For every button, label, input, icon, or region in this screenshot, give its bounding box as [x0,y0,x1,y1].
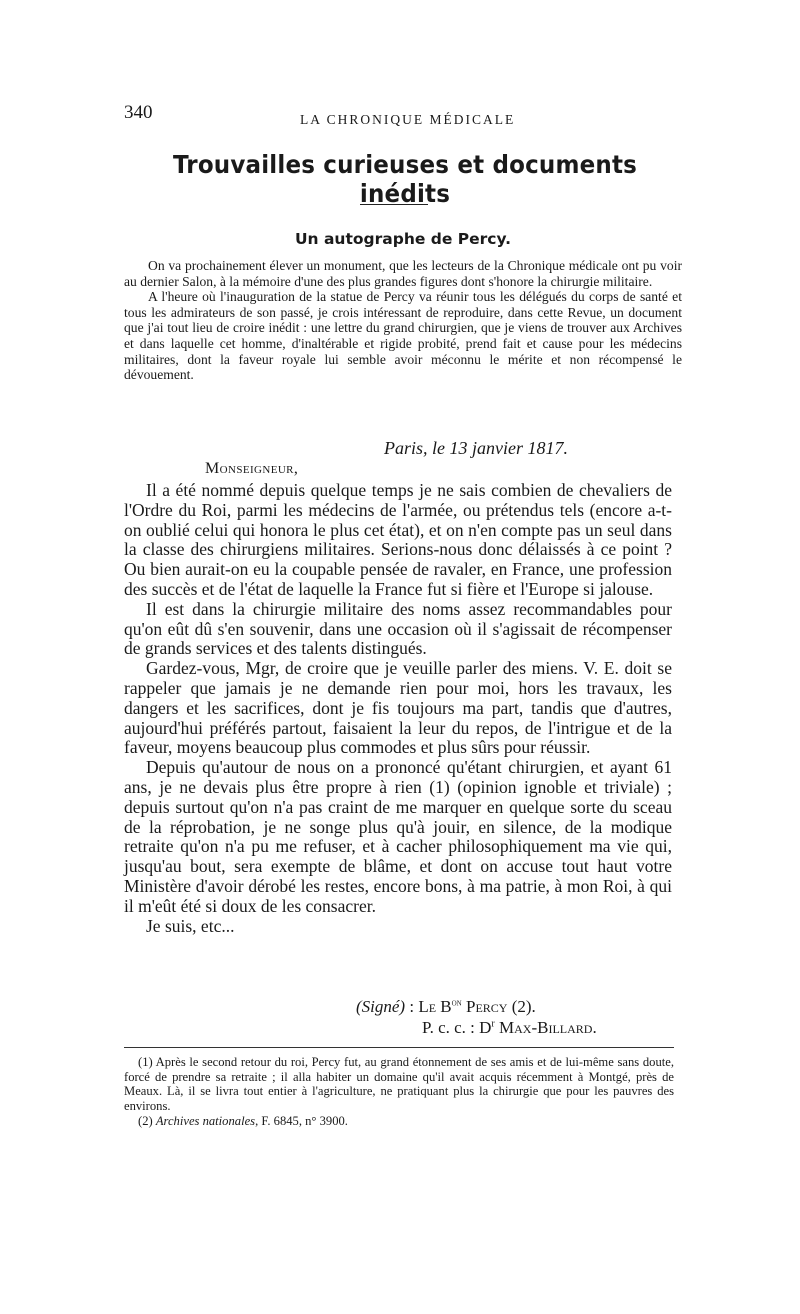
footnote-2-mark: (2) [138,1113,156,1128]
certified-copy-label: P. c. c. : D [422,1018,492,1037]
letter-paragraph: Il est dans la chirurgie militaire des noms assez recommandables pour qu'on eût dû s'en souvenir, dans une occasion où il s'agissait de récompenser de grands services et des talents distingués. [124,598,672,659]
footnote-2-source: Archives nationales [155,1113,256,1128]
footnotes [124,1055,674,1129]
intro-paragraph: A l'heure où l'inauguration de la statue de Percy va réunir tous les délégués du corps de santé et tous les admirateurs de son passé, je crois intéressant de reproduire, dans cette Revue, un document que j'ai tout lieu de croire inédit : une lettre du grand chirurgien, que je viens de trouver aux Archives et dans laquelle cet homme, d'inaltérable et rigide probité, prend fait et cause pour les médecins militaires, dont la faveur royale lui semble avoir méconnu le mérite et non récompensé le dévouement. [124,289,682,383]
footnote-rule [124,1047,674,1048]
letter-body [124,481,672,936]
letter-signature [356,997,536,1017]
running-head: LA CHRONIQUE MÉDICALE [300,112,516,127]
page-number: 340 [124,102,153,123]
signature-title-sup: on [451,997,462,1009]
footnote-1: (1) Après le second retour du roi, Percy fut, au grand étonnement de ses amis et de lui-même sans doute, forcé de prendre sa retraite ; il alla habiter un domaine qu'il avait acquis récemment à Montgé, près de Meaux. Là, il se livra tout entier à l'agriculture, ne pratiquant plus la chirurgie que pour les pauvres des environs. [124,1055,674,1114]
footnote-2-ref: , F. 6845, n° 3900. [255,1113,348,1128]
footnote-2 [124,1114,674,1129]
letter-date: Paris, le 13 janvier 1817. [384,438,568,458]
letter-paragraph: Depuis qu'autour de nous on a prononcé qu'étant chirurgien, et ayant 61 ans, je ne devais plus être propre à rien (1) (opinion ignoble et triviale) ; depuis surtout qu'on n'a pas craint de me marquer en quelque sorte du sceau de la réprobation, je ne songe plus qu'à jouir, en silence, de la modique retraite qu'on n'a pu me refuser, et à cacher philosophiquement ma vie qui, jusqu'au bout, sera exempte de blâme, et dont on accuse tout haut votre Ministère d'avoir dérobé les restes, encore bons, à ma patrie, à mon Roi, à qui il m'eût été si doux de les consacrer. [124,757,672,916]
intro-paragraph: On va prochainement élever un monument, que les lecteurs de la Chronique médicale ont pu voir au dernier Salon, à la mémoire d'une des plus grandes figures dont s'honore la chirurgie militaire. [124,258,682,289]
certified-copy-sup: r [491,1018,495,1030]
intro-text [124,258,682,383]
signature-title: : Le B [405,997,452,1016]
signature-name: Percy (2). [461,997,536,1016]
letter-salutation: Monseigneur, [205,460,299,477]
letter-paragraph: Il a été nommé depuis quelque temps je ne sais combien de chevaliers de l'Ordre du Roi, parmi les médecins de l'armée, ou prétendus tels (encore a-t-on oublié celui qui honora le plus cet état), et on n'en compte pas un seul dans la classe des chirurgiens militaires. Serions-nous donc délaissés à ce point ? Ou bien aurait-on eu la coupable pensée de ravaler, en France, une profession des succès et de l'état de laquelle la France fut si fière et l'Europe si jalouse. [124,480,672,599]
certified-copy-name: Max-Billard. [494,1018,597,1037]
title-rule [360,204,428,205]
signed-label: (Signé) [356,997,406,1016]
section-title: Trouvailles curieuses et documents inédits [172,150,638,208]
certified-copy [422,1018,597,1038]
letter-paragraph: Gardez-vous, Mgr, de croire que je veuille parler des miens. V. E. doit se rappeler que jamais je ne demande rien pour moi, hors les travaux, les dangers et les sacrifices, dont je fis toujours ma part, tandis que d'autres, aujourd'hui préférés partout, faisaient la leur du repos, de l'intrigue et de la faveur, moyens beaucoup plus commodes et plus sûrs pour réussir. [124,658,672,758]
letter-paragraph: Je suis, etc... [146,915,235,936]
article-title: Un autographe de Percy. [294,230,512,248]
